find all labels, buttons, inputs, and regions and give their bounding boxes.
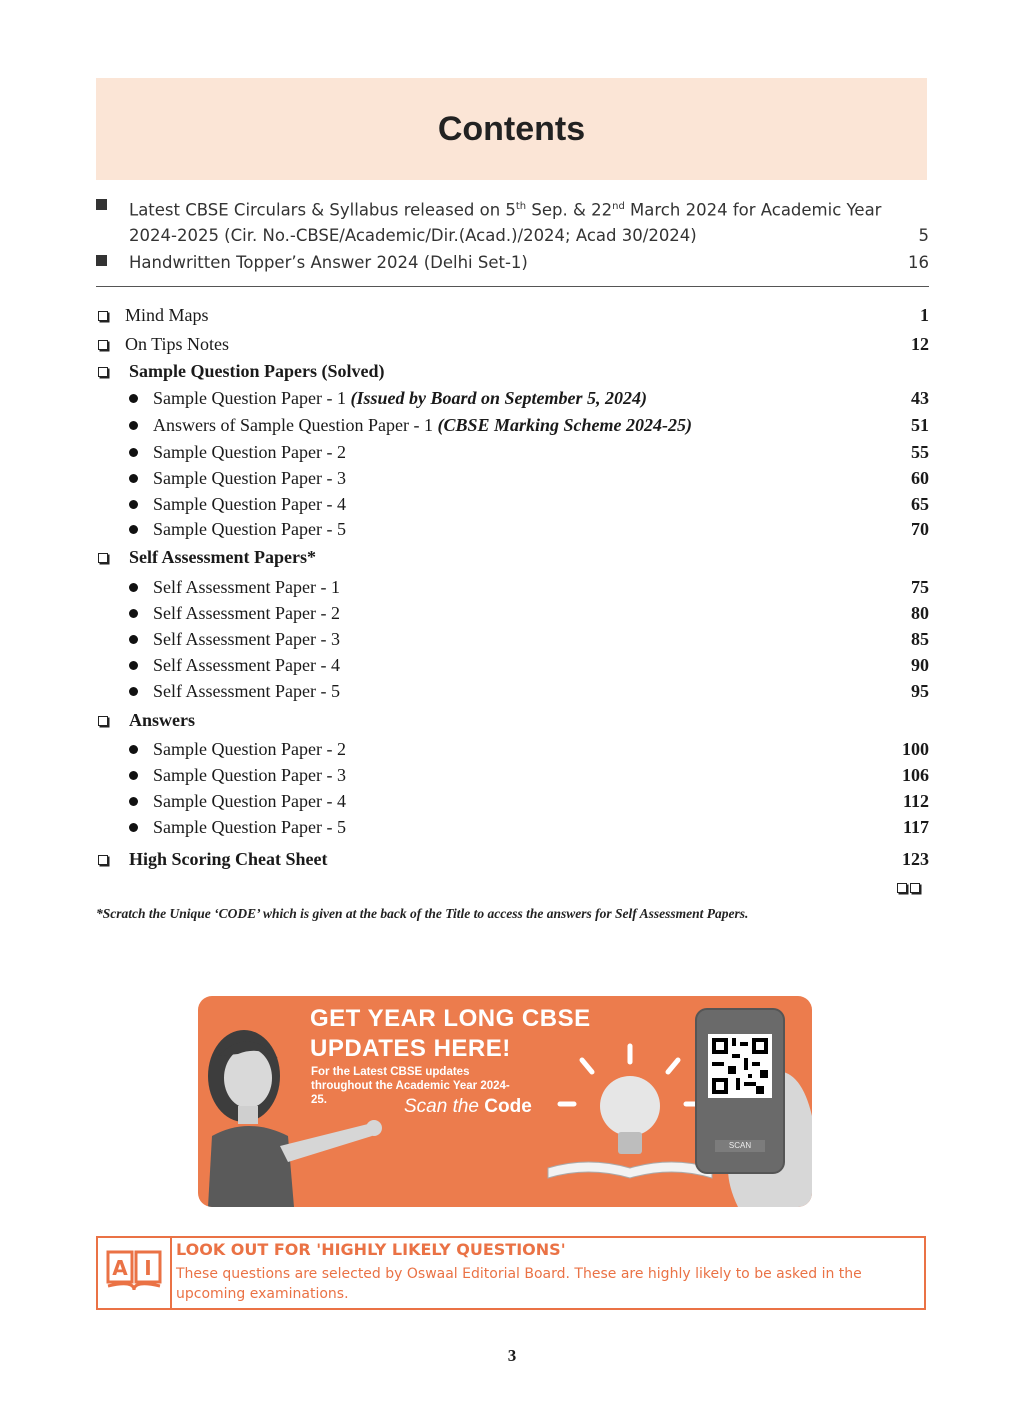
phone-illustration <box>695 1008 785 1174</box>
toc-item-sqp-4[interactable] <box>96 491 929 517</box>
svg-text:A: A <box>112 1256 128 1280</box>
dot-bullet-icon <box>129 635 138 644</box>
toc-label: Self Assessment Paper - 2 <box>153 603 340 623</box>
top-item-text: Handwritten Topper’s Answer 2024 (Delhi Set-1) <box>129 252 528 272</box>
top-list <box>96 194 929 275</box>
toc-page: 80 <box>911 603 929 623</box>
toc-page: 43 <box>911 388 929 408</box>
checkbox-bullet-icon <box>98 311 108 321</box>
dot-bullet-icon <box>129 687 138 696</box>
toc-page: 117 <box>902 817 929 837</box>
toc-label: Answers <box>129 710 195 730</box>
toc-item-answers-sqp-3[interactable] <box>96 762 929 788</box>
scan-button: SCAN <box>715 1140 765 1152</box>
toc-item-sap-1[interactable] <box>96 574 929 600</box>
checkbox-bullet-icon <box>98 855 108 865</box>
toc-page: 123 <box>902 849 929 869</box>
toc-item-answers-sqp-5[interactable] <box>96 814 929 840</box>
toc-label: Self Assessment Paper - 1 <box>153 577 340 597</box>
dot-bullet-icon <box>129 394 138 403</box>
toc-item-sap-5[interactable] <box>96 678 929 704</box>
dot-bullet-icon <box>129 609 138 618</box>
toc-page: 55 <box>911 442 929 462</box>
toc-item-cheat-sheet[interactable] <box>96 846 929 872</box>
checkbox-bullet-icon <box>98 367 108 377</box>
dot-bullet-icon <box>129 661 138 670</box>
end-of-list-icon <box>897 880 923 898</box>
dot-bullet-icon <box>129 745 138 754</box>
toc-page: 90 <box>911 655 929 675</box>
checkbox-bullet-icon <box>98 340 108 350</box>
toc-page: 106 <box>902 765 929 785</box>
checkbox-bullet-icon <box>98 553 108 563</box>
toc-label: High Scoring Cheat Sheet <box>129 849 328 869</box>
page-title: Contents <box>437 109 586 148</box>
top-item-circulars[interactable] <box>96 194 929 248</box>
toc-page: 51 <box>911 415 929 435</box>
toc-label: On Tips Notes <box>125 334 230 354</box>
toc-label: Sample Question Paper - 2 <box>153 442 346 462</box>
top-item-topper-answer[interactable] <box>96 250 929 275</box>
toc-label: Self Assessment Paper - 3 <box>153 629 340 649</box>
toc-item-sap-3[interactable] <box>96 626 929 652</box>
toc-label: Sample Question Paper - 4 <box>153 494 346 514</box>
toc-label: Sample Question Paper - 3 <box>153 468 346 488</box>
toc-page: 112 <box>902 791 929 811</box>
toc-item-answers-sqp-1[interactable] <box>96 412 929 438</box>
toc-page: 100 <box>902 739 929 759</box>
toc-label: Answers of Sample Question Paper - 1 (CBSE Marking Scheme 2024-25) <box>153 415 692 435</box>
dot-bullet-icon <box>129 474 138 483</box>
toc-item-answers-sqp-4[interactable] <box>96 788 929 814</box>
page-number: 3 <box>507 1346 517 1365</box>
toc-item-sqp-1[interactable] <box>96 385 929 411</box>
square-bullet-icon <box>96 199 107 210</box>
qr-code-icon[interactable] <box>708 1034 772 1098</box>
toc-page: 85 <box>911 629 929 649</box>
toc-item-tips-notes[interactable] <box>96 331 929 357</box>
dot-bullet-icon <box>129 525 138 534</box>
toc-page: 95 <box>911 681 929 701</box>
toc-item-sqp-5[interactable] <box>96 516 929 542</box>
dot-bullet-icon <box>129 797 138 806</box>
toc-item-sap-2[interactable] <box>96 600 929 626</box>
toc-page: 70 <box>911 519 929 539</box>
toc-item-sqp-2[interactable] <box>96 439 929 465</box>
footnote: *Scratch the Unique ‘CODE’ which is given at the back of the Title to access the answers for Self Assessment Papers. <box>96 906 749 921</box>
dot-bullet-icon <box>129 771 138 780</box>
top-item-page: 16 <box>908 252 929 272</box>
ai-book-icon <box>98 1238 172 1308</box>
toc-label: Sample Question Paper - 1 (Issued by Board on September 5, 2024) <box>153 388 647 408</box>
toc-label: Sample Question Paper - 2 <box>153 739 346 759</box>
scan-the-code-text: Scan the Code <box>404 1096 532 1117</box>
toc-page: 60 <box>911 468 929 488</box>
notice-text: These questions are selected by Oswaal Editorial Board. These are highly likely to be asked in the upcoming examinations. <box>176 1266 862 1302</box>
toc-label: Mind Maps <box>125 305 209 325</box>
toc-label: Self Assessment Paper - 4 <box>153 655 340 675</box>
dot-bullet-icon <box>129 500 138 509</box>
square-bullet-icon <box>96 255 107 266</box>
toc-label: Sample Question Paper - 5 <box>153 519 346 539</box>
top-item-page: 5 <box>918 225 929 245</box>
toc-page: 12 <box>911 334 929 354</box>
toc-section-answers[interactable] <box>96 707 929 733</box>
dot-bullet-icon <box>129 583 138 592</box>
toc-page: 65 <box>911 494 929 514</box>
dot-bullet-icon <box>129 421 138 430</box>
toc-label: Self Assessment Papers* <box>129 547 316 567</box>
cbse-updates-banner[interactable] <box>198 996 812 1207</box>
dot-bullet-icon <box>129 823 138 832</box>
contents-header <box>96 78 927 180</box>
toc-page: 1 <box>920 305 929 325</box>
toc-label: Sample Question Paper - 3 <box>153 765 346 785</box>
toc-item-mind-maps[interactable] <box>96 302 929 328</box>
dot-bullet-icon <box>129 448 138 457</box>
toc-item-sap-4[interactable] <box>96 652 929 678</box>
toc-page: 75 <box>911 577 929 597</box>
toc-label: Sample Question Papers (Solved) <box>129 361 385 381</box>
toc-section-sample-papers[interactable] <box>96 358 929 384</box>
toc-item-answers-sqp-2[interactable] <box>96 736 929 762</box>
highly-likely-notice <box>96 1236 926 1310</box>
toc-label: Sample Question Paper - 4 <box>153 791 346 811</box>
toc-label: Sample Question Paper - 5 <box>153 817 346 837</box>
banner-headline: GET YEAR LONG CBSE UPDATES HERE! <box>310 1005 591 1062</box>
top-item-text: Latest CBSE Circulars & Syllabus released on 5th Sep. & 22nd March 2024 for Academic Year 2024-2025 (Cir. No.-CBSE/Academic/Dir.(Acad.)/2024; Acad 30/2024) <box>129 200 882 245</box>
svg-text:I: I <box>144 1256 152 1280</box>
toc-label: Self Assessment Paper - 5 <box>153 681 340 701</box>
notice-title: LOOK OUT FOR 'HIGHLY LIKELY QUESTIONS' <box>176 1240 566 1259</box>
divider <box>96 286 929 287</box>
banner-subtext: For the Latest CBSE updates throughout the Academic Year 2024-25. <box>311 1066 510 1106</box>
toc-section-self-assessment[interactable] <box>96 544 929 570</box>
checkbox-bullet-icon <box>98 716 108 726</box>
toc-item-sqp-3[interactable] <box>96 465 929 491</box>
